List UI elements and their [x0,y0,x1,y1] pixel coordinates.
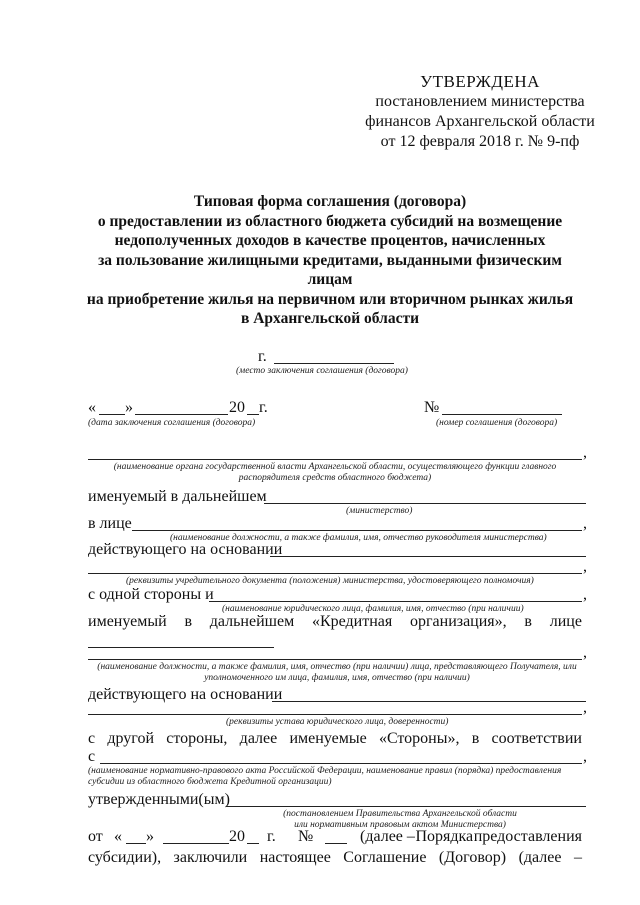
final-year-field[interactable] [247,843,259,844]
one-side-label: с одной стороны и [88,586,214,603]
title-line-3: недополученных доходов в качестве процентов, начисленных [114,232,546,249]
title-line-6: в Архангельской области [240,310,420,327]
place-prefix: г. [258,348,267,365]
legal-act-field[interactable] [100,763,582,764]
credit-org-line [88,612,582,632]
charter-caption: (реквизиты устава юридического лица, доверенности) [226,717,449,727]
other-side-word: именуемые [289,730,367,747]
date-month-field[interactable] [135,414,228,415]
other-side-word: далее [239,730,278,747]
other-side-word: другой [107,730,154,747]
credit-word: организация», [409,613,507,630]
acting-basis-field-2[interactable] [272,701,586,702]
acting-label-2: действующего на основании [88,686,283,703]
approval-line-1: постановлением министерства [375,93,585,110]
legal-entity-field[interactable] [209,601,582,602]
approved-caption-line-1: (постановлением Правительства Архангельской области [283,809,517,819]
approval-line-3: от 12 февраля 2018 г. № 9-пф [380,133,580,150]
comma: , [583,558,587,575]
authority-field[interactable] [88,459,582,460]
in-person-field[interactable] [132,530,582,531]
last-word: (далее [518,849,562,866]
approved-caption-line-2: или нормативным правовым актом Министерства) [294,820,506,830]
credit-word: дальнейшем [209,613,295,630]
other-side-line [88,729,582,749]
acting-basis-field[interactable] [270,556,586,557]
place-caption: (место заключения соглашения (договора) [236,366,408,376]
approval-line-2: финансов Архангельской области [365,113,595,130]
final-from: от [88,828,103,845]
referred-label: именуемый в дальнейшем [88,488,267,505]
final-number-field[interactable] [325,843,347,844]
credit-word: в [184,613,192,630]
last-line [88,848,582,868]
final-word: (далее – [360,828,415,845]
date-caption: (дата заключения соглашения (договора) [88,418,256,428]
final-number-sign: № [298,828,314,845]
final-word: предоставления [473,828,582,845]
charter-field[interactable] [88,714,582,715]
last-word: Соглашение [343,849,427,866]
title-line-5: на приобретение жилья на первичном или вторичном рынках жилья [86,290,574,308]
final-close-quote: » [146,828,154,845]
last-word: настоящее [259,849,331,866]
comma: , [583,444,587,461]
final-open-quote: « [114,828,122,845]
legal-act-caption: (наименование нормативно-правового акта Российской Федерации, наименование правил (порядка) предоставления субсидии из областного бюджета Кредитной организации) [88,766,562,787]
ministry-doc-caption: (реквизиты учредительного документа (положения) министерства, удостоверяющего полномочия) [126,576,534,586]
authority-caption: (наименование органа государственной власти Архангельской области, осуществляющего функции главного распорядителя средств областного бюджета) [113,462,557,483]
number-caption: (номер соглашения (договора) [436,418,558,428]
document-title [80,192,580,329]
final-day-field[interactable] [126,843,146,844]
place-field[interactable] [274,363,394,364]
approved-field[interactable] [226,806,586,807]
final-year-suffix: г. [267,828,276,845]
credit-person-field-short[interactable] [88,647,274,648]
date-year-field[interactable] [247,414,259,415]
other-side-word: соответствии [491,730,582,747]
other-side-word: стороны, [166,730,228,747]
title-line-1: Типовая форма соглашения (договора) [193,193,467,210]
credit-word: в [524,613,532,630]
position-caption: (наименование должности, а также фамилия, имя, отчество руководителя министерства) [170,533,547,543]
comma: , [583,515,587,532]
approved-label: утвержденными(ым) [88,791,230,808]
credit-word: именуемый [88,613,167,630]
referred-field[interactable] [264,503,586,504]
approval-block [360,72,600,152]
in-person-label: в лице [88,515,132,532]
title-line-4: за пользование жилищными кредитами, выданными физическим лицам [98,251,562,288]
comma: , [583,644,587,661]
comma: , [583,748,587,765]
credit-word: «Кредитная [311,613,393,630]
title-line-2: о предоставлении из областного бюджета субсидий на возмещение [97,212,563,230]
legal-entity-caption: (наименование юридического лица, фамилия, имя, отчество (при наличии) [222,604,524,614]
last-word: субсидии), [88,849,162,866]
credit-person-field[interactable] [88,659,582,660]
final-word: Порядка [415,828,474,845]
other-side-word: «Стороны», [378,730,460,747]
approval-heading: УТВЕРЖДЕНА [420,72,540,91]
ministry-doc-field[interactable] [88,573,582,574]
other-side-word: с [88,730,96,747]
comma: , [583,586,587,603]
with-label: с [88,748,96,765]
date-year-suffix: г. [259,399,268,416]
date-year-prefix: 20 [229,399,245,416]
comma: , [583,699,587,716]
recipient-person-caption: (наименование должности, а также фамилия, имя, отчество (при наличии) лица, представляющего Получателя, или уполномоченного им лица, фамилия, имя, отчество (при наличии) [97,662,577,683]
number-sign: № [424,399,440,416]
last-word: – [573,849,582,866]
final-month-field[interactable] [163,843,229,844]
date-day-field[interactable] [99,414,125,415]
agreement-number-field[interactable] [442,414,562,415]
date-open-quote: « [88,399,96,416]
ministry-caption: (министерство) [346,506,413,516]
final-year-prefix: 20 [229,828,245,845]
other-side-word: в [471,730,480,747]
acting-label: действующего на основании [88,541,283,558]
credit-word: лице [549,613,582,630]
last-word: заключили [173,849,248,866]
last-word: (Договор) [438,849,507,866]
date-close-quote: » [125,399,133,416]
final-line-rest [360,827,582,847]
